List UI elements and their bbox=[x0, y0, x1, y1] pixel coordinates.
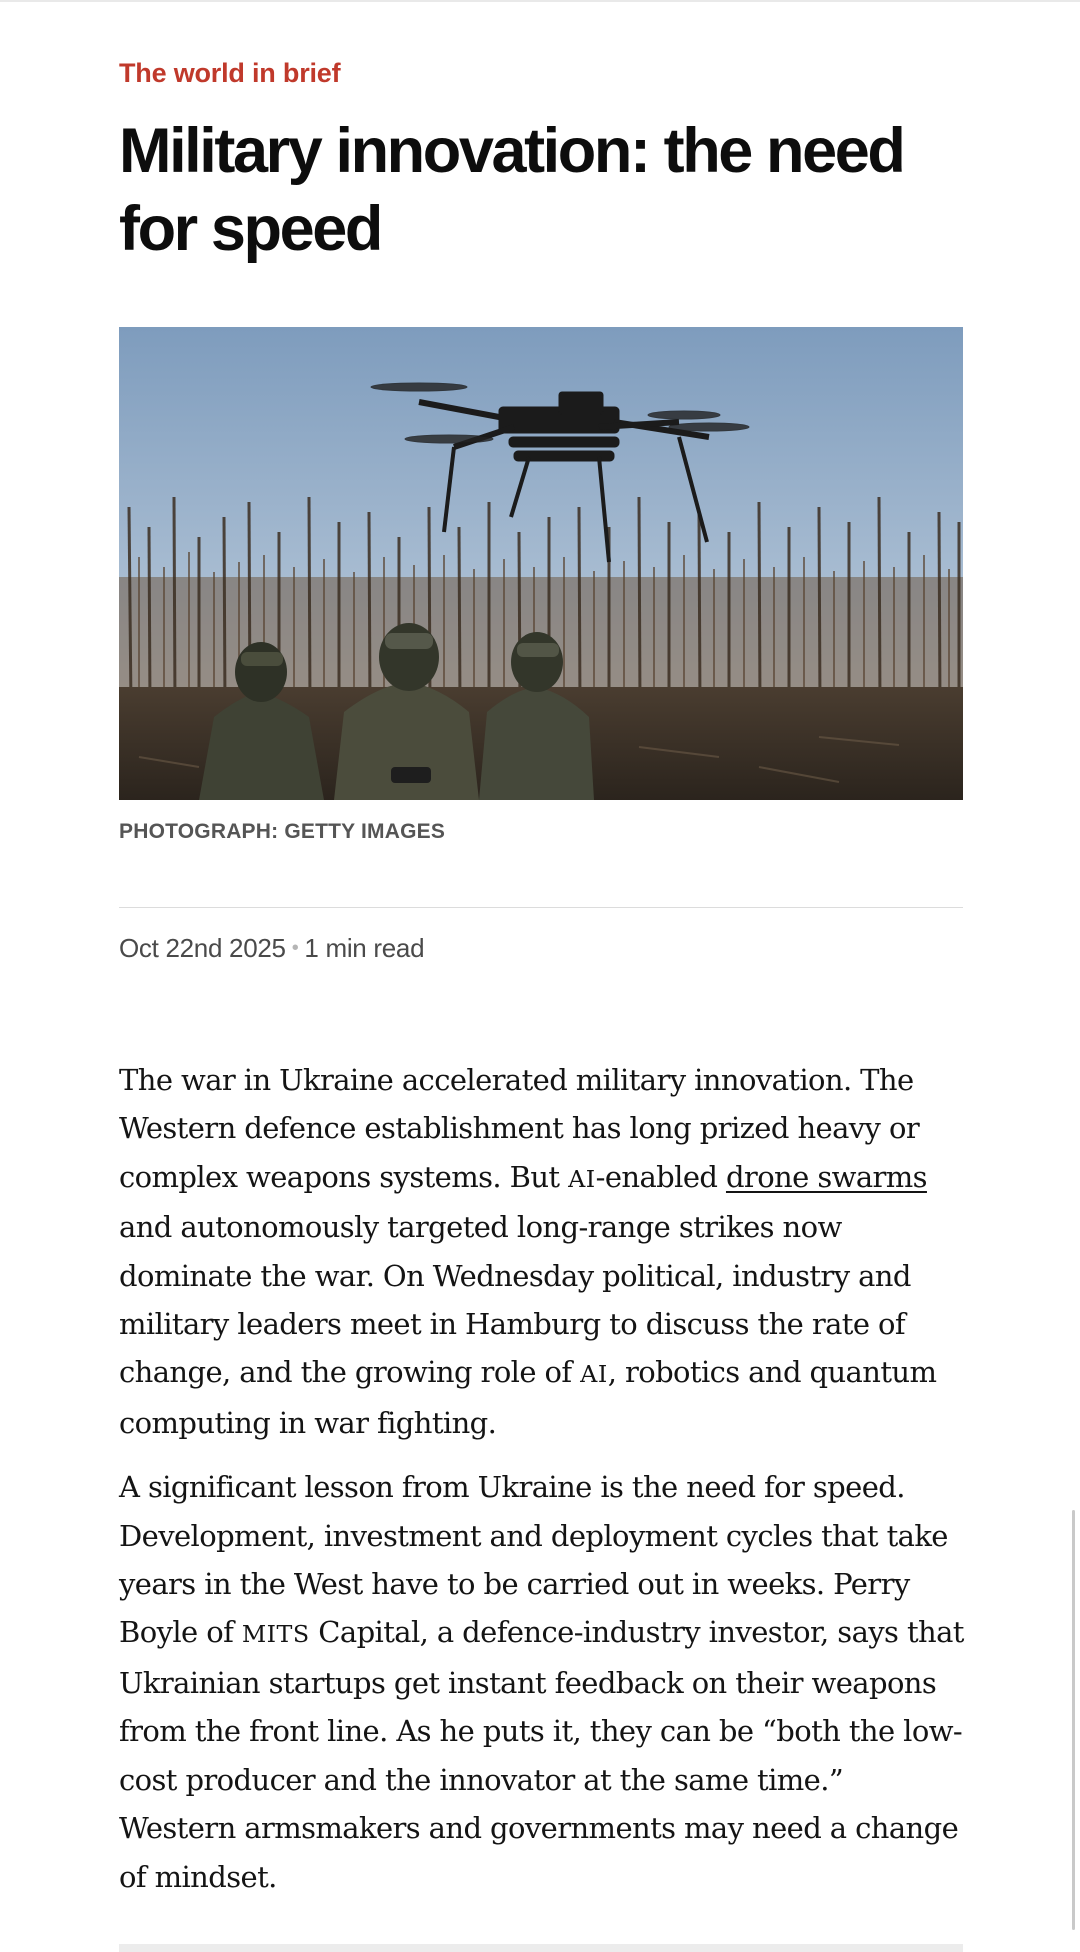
article-body bbox=[119, 1056, 964, 1917]
next-section-edge bbox=[119, 1944, 963, 1952]
abbr-mits: MITS bbox=[241, 1620, 310, 1649]
paragraph-1-text-d: , robotics and quantum computing in war fighting. bbox=[119, 1355, 937, 1440]
article-headline: Military innovation: the need for speed bbox=[119, 116, 904, 264]
divider bbox=[119, 907, 963, 908]
paragraph-1-text-b: -enabled bbox=[595, 1159, 726, 1194]
hero-photo-drone-soldiers bbox=[119, 327, 963, 800]
paragraph-1 bbox=[119, 1056, 964, 1447]
publish-date: Oct 22nd 2025 bbox=[119, 933, 286, 963]
paragraph-2 bbox=[119, 1463, 964, 1901]
image-caption: PHOTOGRAPH: GETTY IMAGES bbox=[119, 820, 446, 843]
paragraph-2-text-a: A significant lesson from Ukraine is the need for speed. Development, investment and deployment cycles that take years in the West have to be carried out in weeks. Perry Boyle of bbox=[119, 1470, 948, 1650]
paragraph-1-text-a: The war in Ukraine accelerated military innovation. The Western defence establishment has long prized heavy or complex weapons systems. But bbox=[119, 1063, 920, 1194]
drone-swarms-link[interactable]: drone swarms bbox=[725, 1159, 927, 1194]
abbr-ai: AI bbox=[568, 1164, 596, 1193]
article-meta bbox=[119, 933, 424, 964]
scrollbar-thumb[interactable] bbox=[1072, 1510, 1075, 1930]
hero-image bbox=[119, 327, 963, 800]
section-kicker-link[interactable]: The world in brief bbox=[119, 58, 341, 88]
paragraph-2-text-b: Capital, a defence-industry investor, says that Ukrainian startups get instant feedback on their weapons from the front line. As he puts it, they can be “both the low-cost producer and the innovator at the same time.” Western armsmakers and governments may need a change of mindset. bbox=[119, 1615, 964, 1894]
top-edge bbox=[0, 0, 1080, 2]
paragraph-1-text-c: and autonomously targeted long-range strikes now dominate the war. On Wednesday political, industry and military leaders meet in Hamburg to discuss the rate of change, and the growing role of bbox=[119, 1210, 911, 1390]
read-time: 1 min read bbox=[304, 933, 425, 963]
meta-separator: • bbox=[291, 937, 299, 959]
abbr-ai: AI bbox=[580, 1360, 608, 1389]
soldiers-silhouettes bbox=[199, 623, 594, 800]
